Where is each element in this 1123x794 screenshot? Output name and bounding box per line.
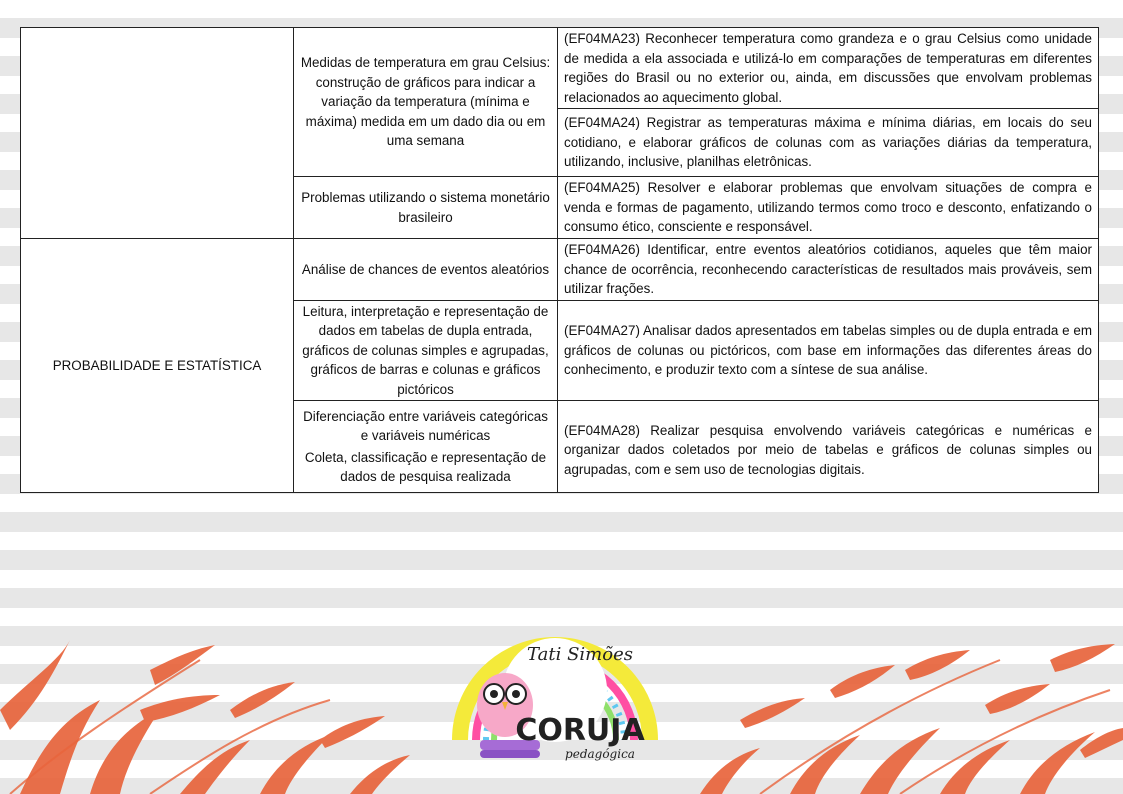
knowledge-object-line: Diferenciação entre variáveis categóricas e variáveis numéricas [303, 408, 548, 443]
logo-sub-text: pedagógica [565, 747, 635, 761]
skill-cell: (EF04MA25) Resolver e elaborar problemas que envolvam situações de compra e venda e formas de pagamento, utilizando termos como troco e desconto, enfatizando o consumo ético, consciente e responsável. [558, 177, 1099, 239]
logo-script-text: Tati Simões [527, 644, 633, 665]
knowledge-object-cell: Problemas utilizando o sistema monetário brasileiro [294, 177, 558, 239]
skill-cell: (EF04MA27) Analisar dados apresentados em tabelas simples ou de dupla entrada e em gráficos de colunas ou pictóricos, com base em informações das diferentes áreas do conhecimento, e produzir texto com a síntese de sua análise. [558, 300, 1099, 401]
logo-brand-text: CORUJA [515, 713, 645, 748]
knowledge-object-cell: Análise de chances de eventos aleatórios [294, 239, 558, 301]
table-row [21, 239, 1099, 301]
skill-cell: (EF04MA28) Realizar pesquisa envolvendo variáveis categóricas e numéricas e organizar dados coletados por meio de tabelas e gráficos de colunas simples ou agrupadas, com e sem uso de tecnologias digitais. [558, 401, 1099, 493]
knowledge-object-line: Coleta, classificação e representação de dados de pesquisa realizada [304, 449, 547, 484]
knowledge-object-cell: Leitura, interpretação e representação de dados em tabelas de dupla entrada, gráficos de colunas simples e agrupadas, gráficos de barras e colunas e gráficos pictóricos [294, 300, 558, 401]
skill-cell: (EF04MA23) Reconhecer temperatura como grandeza e o grau Celsius como unidade de medida a ela associada e utilizá-lo em comparações de temperaturas em diferentes regiões do Brasil ou no exterior ou, ainda, em discussões que envolvam problemas relacionados ao aquecimento global. [558, 28, 1099, 109]
knowledge-object-cell: Medidas de temperatura em grau Celsius: construção de gráficos para indicar a variação da temperatura (mínima e máxima) medida em um dado dia ou em uma semana [294, 28, 558, 177]
skill-cell: (EF04MA26) Identificar, entre eventos aleatórios cotidianos, aqueles que têm maior chance de ocorrência, reconhecendo características de resultados mais prováveis, sem utilizar frações. [558, 239, 1099, 301]
thematic-unit-cell [21, 28, 294, 239]
skill-cell: (EF04MA24) Registrar as temperaturas máxima e mínima diárias, em locais do seu cotidiano, e elaborar gráficos de colunas com as variações diárias da temperatura, utilizando, inclusive, planilhas eletrônicas. [558, 109, 1099, 177]
table-row [21, 28, 1099, 109]
knowledge-object-cell [294, 401, 558, 493]
thematic-unit-cell: PROBABILIDADE E ESTATÍSTICA [21, 239, 294, 493]
coruja-pedagogica-logo [440, 590, 670, 770]
curriculum-table [20, 27, 1099, 493]
